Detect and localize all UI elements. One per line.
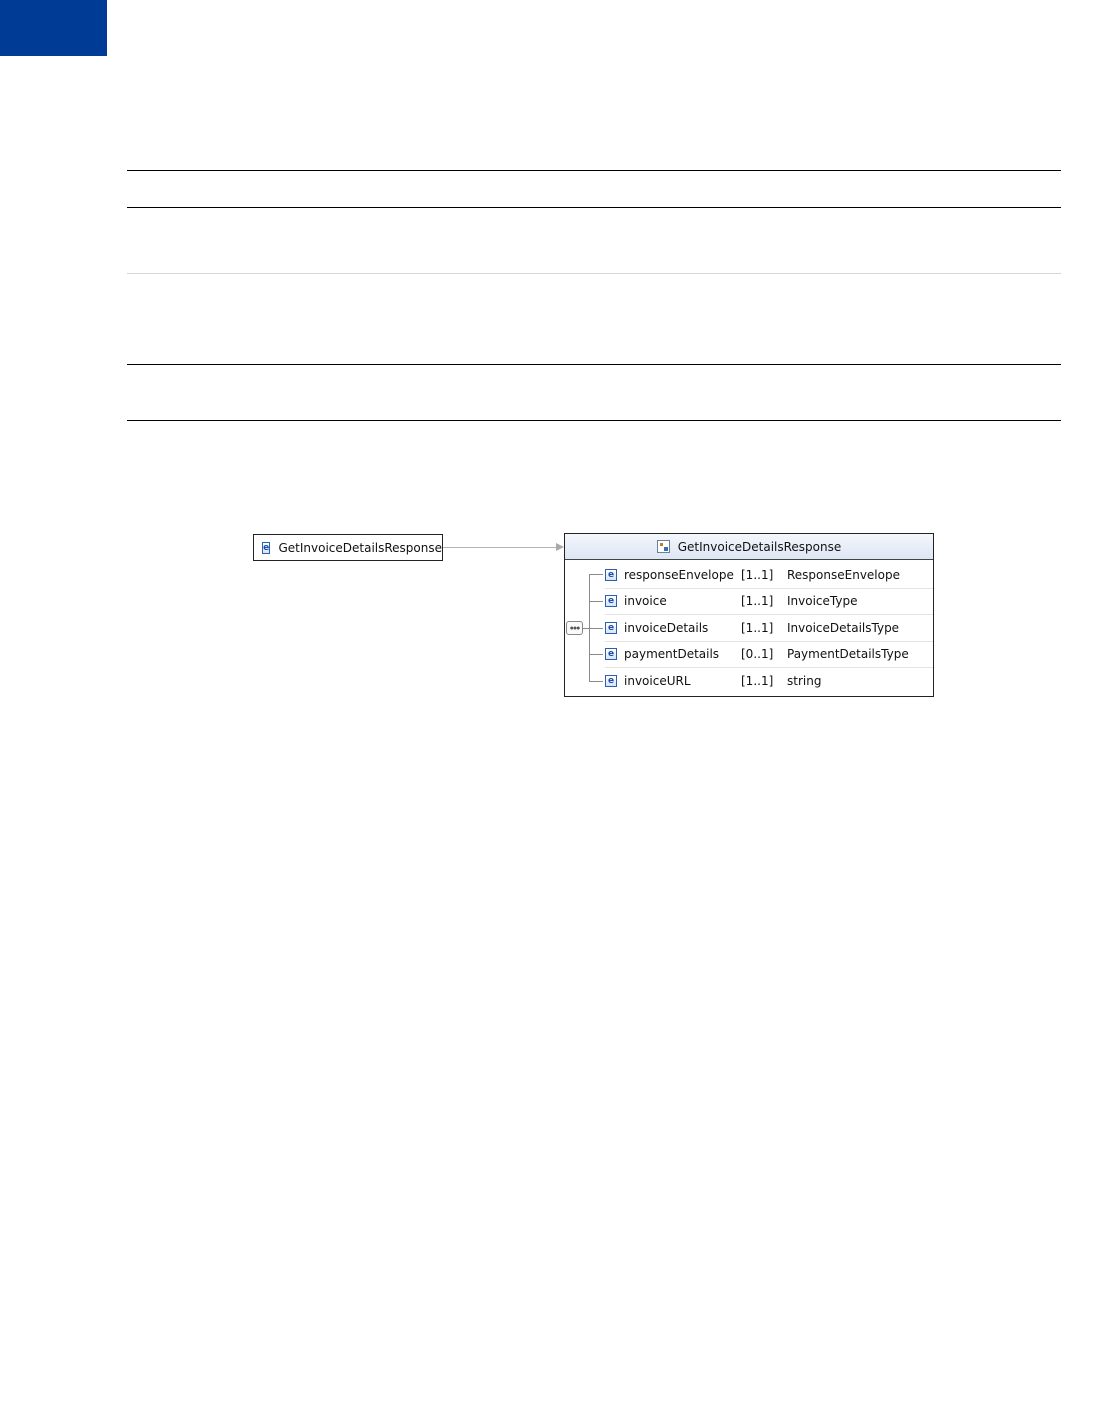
element-icon: e [263,542,270,553]
complex-type-title: GetInvoiceDetailsResponse [677,539,842,554]
element-cardinality: [1..1] [741,674,774,688]
list-item[interactable] [605,588,933,615]
arrow-line [443,547,556,548]
element-type: PaymentDetailsType [787,647,909,661]
list-item[interactable] [605,641,933,668]
element-cardinality: [0..1] [741,647,774,661]
table-rule-bottom [127,420,1061,421]
element-icon: e [605,595,617,607]
sequence-connector [589,654,603,655]
root-element-label: GetInvoiceDetailsResponse [278,540,442,555]
element-type: ResponseEnvelope [787,568,900,582]
element-name: invoiceDetails [624,621,709,635]
list-item[interactable] [605,615,933,642]
root-element-box[interactable] [253,534,443,561]
complex-type-icon [657,540,670,553]
arrow-head-icon [556,543,564,551]
element-name: invoiceURL [624,674,691,688]
complex-type-header [565,534,933,560]
element-cardinality: [1..1] [741,621,774,635]
element-icon: e [605,648,617,660]
corner-tab [0,0,107,56]
list-item[interactable] [605,562,933,589]
element-type: string [787,674,822,688]
element-type: InvoiceType [787,594,858,608]
table-rule-row [127,273,1061,274]
sequence-icon[interactable]: ●●● [566,621,583,635]
element-icon: e [605,675,617,687]
element-name: invoice [624,594,667,608]
sequence-connector [589,681,603,682]
list-item[interactable] [605,668,933,694]
sequence-connector [589,574,603,575]
element-name: paymentDetails [624,647,720,661]
table-rule-header [127,207,1061,208]
element-type: InvoiceDetailsType [787,621,900,635]
complex-type-box[interactable] [564,533,934,697]
element-cardinality: [1..1] [741,568,774,582]
element-icon: e [605,622,617,634]
sequence-connector [589,601,603,602]
table-rule-mid [127,364,1061,365]
element-name: responseEnvelope [624,568,734,582]
element-cardinality: [1..1] [741,594,774,608]
table-rule-top [127,170,1061,171]
element-icon: e [605,569,617,581]
sequence-connector [583,628,603,629]
